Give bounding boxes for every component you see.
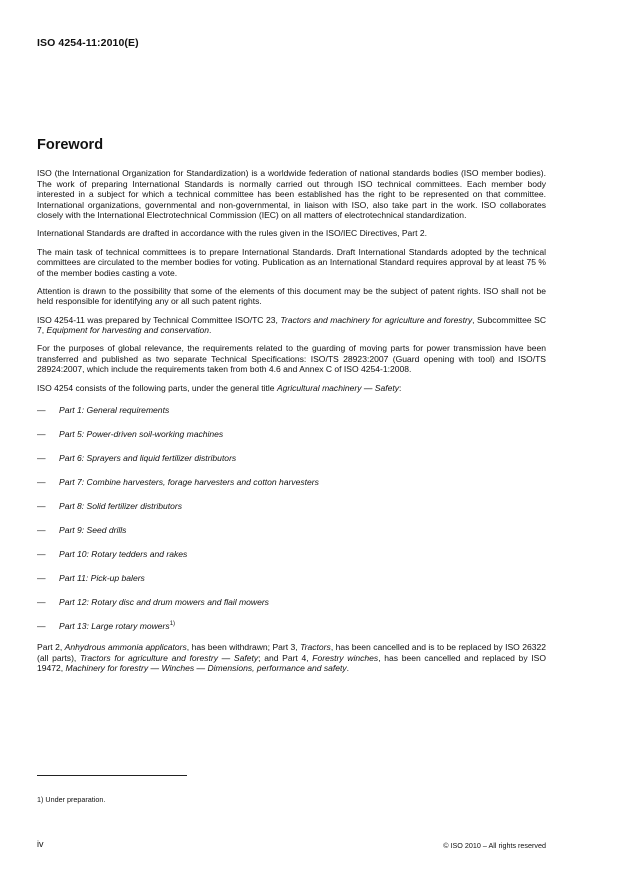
list-item: — Part 12: Rotary disc and drum mowers and flail mowers — [37, 597, 269, 608]
copyright-notice: © ISO 2010 – All rights reserved — [443, 841, 546, 850]
list-item: — Part 7: Combine harvesters, forage harvesters and cotton harvesters — [37, 477, 319, 488]
em-dash: — — [37, 549, 46, 560]
list-item: — Part 1: General requirements — [37, 405, 170, 416]
paragraph-patent-rights: Attention is drawn to the possibility that some of the elements of this document may be the subject of patent rights. ISO shall not be held responsible for identifying any or all such patent rights. — [37, 285, 546, 307]
footnote-text: 1) Under preparation. — [37, 795, 106, 804]
list-item: — Part 10: Rotary tedders and rakes — [37, 549, 188, 560]
page-number: iv — [37, 839, 44, 849]
em-dash: — — [37, 501, 46, 512]
em-dash: — — [37, 621, 46, 632]
footnote-divider — [37, 775, 187, 776]
em-dash: — — [37, 525, 46, 536]
document-id-header: ISO 4254-11:2010(E) — [37, 37, 139, 49]
list-item: — Part 8: Solid fertilizer distributors — [37, 501, 183, 512]
em-dash: — — [37, 429, 46, 440]
list-item: — Part 9: Seed drills — [37, 525, 127, 536]
list-item: — Part 13: Large rotary mowers$^{1)}$ — [37, 621, 176, 632]
foreword-body — [37, 168, 546, 681]
footnote-reference[interactable]: 1) — [169, 621, 176, 628]
paragraph-committee-task: The main task of technical committees is to prepare International Standards. Draft International Standards adopted by the technical committees are circulated to the member bodies for voting. Publication as an International Standard requires approval by at least 75 % of the member bodies casting a vote. — [37, 246, 546, 278]
page-title: Foreword — [37, 137, 104, 153]
em-dash: — — [37, 405, 46, 416]
em-dash: — — [37, 453, 46, 464]
list-item: — Part 11: Pick-up balers — [37, 573, 145, 584]
paragraph-withdrawn-parts: Part 2, Anhydrous ammonia applicators, has been withdrawn; Part 3, Tractors, has been cancelled and is to be replaced by ISO 26322 (all parts), Tractors for agriculture and forestry — Safety; and Part 4, Forestry winches, has been cancelled and replaced by ISO 19472, Machinery for forestry — Winches — Dimensions, performance and safety. — [37, 642, 546, 674]
paragraph-parts-intro: ISO 4254 consists of the following parts, under the general title Agricultural machinery — Safety: — [37, 382, 402, 393]
paragraph-global-relevance: For the purposes of global relevance, the requirements related to the guarding of moving parts for power transmission have been transferred and published as two separate Technical Specifications: ISO/TS 28923:2007 (Guard opening with tool) and ISO/TS 28924:2007, which include the requirements taken from both 4.6 and Annex C of ISO 4254-1:2008. — [37, 343, 546, 375]
paragraph-prepared-by: ISO 4254-11 was prepared by Technical Committee ISO/TC 23, Tractors and machinery for agriculture and forestry, Subcommittee SC 7, Equipment for harvesting and conservation. — [37, 314, 546, 336]
list-item: — Part 6: Sprayers and liquid fertilizer distributors — [37, 453, 237, 464]
em-dash: — — [37, 477, 46, 488]
paragraph-iso-intro: ISO (the International Organization for Standardization) is a worldwide federation of national standards bodies (ISO member bodies). The work of preparing International Standards is normally carried out through ISO technical committees. Each member body interested in a subject for which a technical committee has been established has the right to be represented on that committee. International organizations, governmental and non-governmental, in liaison with ISO, also take part in the work. ISO collaborates closely with the International Electrotechnical Commission (IEC) on all matters of electrotechnical standardization. — [37, 168, 546, 221]
list-item: — Part 5: Power-driven soil-working machines — [37, 429, 224, 440]
em-dash: — — [37, 597, 46, 608]
em-dash: — — [37, 573, 46, 584]
parts-list — [37, 405, 546, 642]
paragraph-directives: International Standards are drafted in accordance with the rules given in the ISO/IEC Directives, Part 2. — [37, 228, 428, 239]
